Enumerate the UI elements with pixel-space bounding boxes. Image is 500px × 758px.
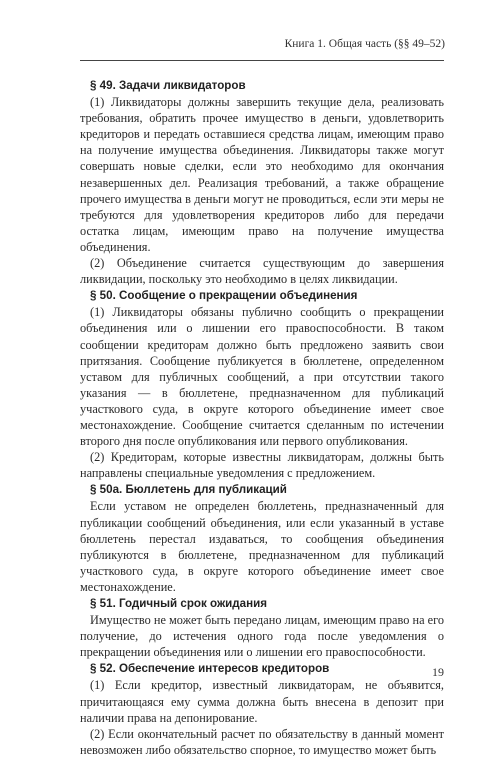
section-heading-50: § 50. Сообщение о прекращении объединения (90, 289, 358, 303)
paragraph: (2) Кредиторам, которые известны ликвидаторам, должны быть направлены специальные уведомления с предложением. (80, 450, 444, 481)
page-number: 19 (432, 665, 444, 679)
running-header: Книга 1. Общая часть (§§ 49–52) (284, 38, 445, 50)
paragraph: (1) Если кредитор, известный ликвидаторам, не объявится, причитающаяся ему сумма должна быть внесена в депозит при наличии права на депонирование. (80, 678, 444, 725)
paragraph: Имущество не может быть передано лицам, имеющим право на его получение, до истечения одного года после уведомления о прекращении объединения или о лишении его правоспособности. (80, 613, 444, 660)
paragraph: Если уставом не определен бюллетень, предназначенный для публикации сообщений объединения, или если указанный в уставе бюллетень перестал издаваться, то сообщения объединения публикуются в бюллетене, предназначенном для публикаций участкового суда, в округе которого объединение имеет свое местонахождение. (80, 499, 444, 594)
section-heading-51: § 51. Годичный срок ожидания (90, 597, 268, 610)
paragraph: (1) Ликвидаторы должны завершить текущие дела, реализовать требования, обратить прочее имущество в деньги, удовлетворить кредиторов и передать оставшиеся средства лицам, имеющим право на получение имущества объединения. Ликвидаторы также могут совершать новые сделки, если это необходимо для окончания незавершенных дел. Реализация требований, а также обращение прочего имущества в деньги могут не проводиться, если эти меры не требуются для удовлетворения кредиторов либо для передачи остатка лицам, имеющим право на получение имущества объединения. (80, 95, 444, 254)
paragraph: (2) Объединение считается существующим до завершения ликвидации, поскольку это необходимо в целях ликвидации. (80, 256, 444, 287)
section-heading-49: § 49. Задачи ликвидаторов (90, 79, 246, 92)
header-divider (80, 60, 444, 61)
page-body (80, 77, 444, 758)
section-heading-50a: § 50a. Бюллетень для публикаций (90, 483, 287, 497)
paragraph: (2) Если окончательный расчет по обязательству в данный момент невозможен либо обязательство спорное, то имущество может быть (80, 726, 444, 757)
paragraph: (1) Ликвидаторы обязаны публично сообщить о прекращении объединения или о лишении его правоспособности. В таком сообщении кредиторам должно быть предложено заявить свои притязания. Сообщение публикуется в бюллетене, определенном уставом для публичных сообщений, а при отсутствии такого указания — в бюллетене, предназначенном для публикаций участкового суда, в округе которого объединение имеет свое местонахождение. Сообщение считается сделанным по истечении второго дня после опубликования или первого опубликования. (80, 305, 444, 449)
section-heading-52: § 52. Обеспечение интересов кредиторов (90, 662, 330, 676)
